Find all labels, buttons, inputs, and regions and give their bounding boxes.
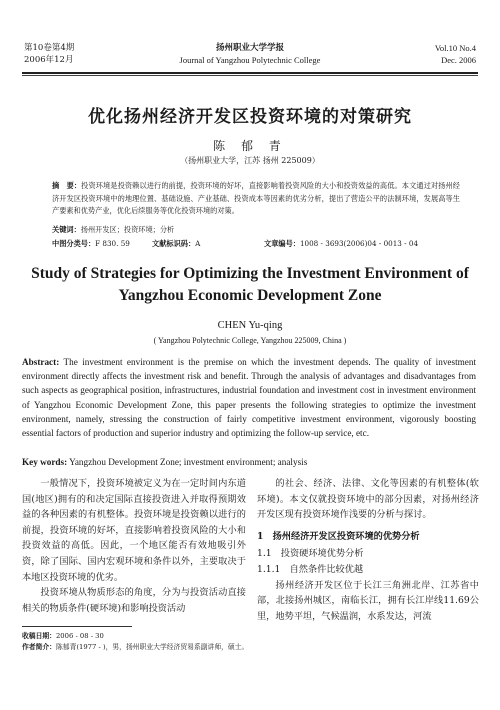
date-cn: 2006年12月 — [24, 55, 74, 65]
abstract-cn-label: 摘 要： — [52, 181, 82, 190]
footnote — [22, 631, 248, 653]
body-column-left — [22, 476, 246, 616]
body-paragraph: 扬州经济开发区位于长江三角洲北岸、江苏省中部，北接扬州城区，南临长江，拥有长江岸线11.69公里，地势平坦，气候温润，水系发达，河流 — [257, 579, 479, 622]
issue-cn: 第10卷第4期 — [24, 43, 75, 53]
clc-field — [52, 238, 152, 250]
author-cn: 陈 郁 青 — [213, 139, 287, 153]
date-en: Dec. 2006 — [441, 55, 476, 65]
title-cn: 优化扬州经济开发区投资环境的对策研究 — [88, 107, 412, 127]
classification-line — [52, 238, 460, 250]
subsubsection-heading: 1.1.1 自然条件比较优越 — [257, 563, 364, 575]
received-label: 收稿日期： — [22, 632, 56, 640]
article-no-field — [264, 238, 418, 250]
title-en — [30, 263, 470, 307]
keywords-en — [22, 456, 476, 468]
header-rule-thin — [22, 75, 478, 76]
abstract-en — [22, 355, 476, 440]
doc-code-field — [152, 238, 264, 250]
journal-name-cn: 扬州职业大学学报 — [215, 43, 284, 53]
abstract-cn — [52, 180, 460, 218]
doc-code-value: A — [195, 239, 201, 248]
received-value: 2006 - 08 - 30 — [55, 632, 104, 640]
header-center — [24, 42, 476, 66]
header-rule-thick — [22, 72, 478, 74]
section-heading: 1 扬州经济开发区投资环境的优势分析 — [257, 530, 420, 542]
body-paragraph: 的社会、经济、法律、文化等因素的有机整体(软环境)。本文仅就投资环境中的部分因素，对扬州经济开发区现有投资环境作浅要的分析与探讨。 — [257, 478, 479, 521]
journal-name-en: Journal of Yangzhou Polytechnic College — [179, 55, 321, 65]
clc-value: F 830. 59 — [95, 239, 130, 248]
header-right — [435, 42, 476, 66]
footnote-author — [22, 642, 248, 653]
title-en-line2: Yangzhou Economic Development Zone — [118, 287, 382, 304]
running-header — [24, 42, 476, 72]
abstract-en-text: The investment environment is the premise on which the investment depends. The quality of investment environment directly affects the investment risk and benefit. Through the analysis of advantages and disadvantages from such aspects as geographical position, infrastructures, industrial foundation and investment cost in investment environment of Yangzhou Economic Development Zone, this paper presents the following strategies to optimize the investment environment, namely, stressing the construction of fairly competitive investment environment, vigorously boosting essential factors of production and superior industry and optimizing the follow-up service, etc. — [22, 357, 476, 439]
abstract-en-label: Abstract: — [22, 357, 60, 367]
body-column-right — [257, 476, 479, 624]
keywords-cn-label: 关键词： — [52, 225, 81, 234]
body-paragraph: 一般情况下，投资环境被定义为在一定时间内东道国(地区)拥有的和决定国际直接投资进入并取得预期效益的各种因素的有机整体。投资环境是投资赖以进行的前提，投资环境的好坏，直接影响着投资风险的大小和投资效益的高低。因此，一个地区能否有效地吸引外资，除了国际、国内宏观环境和条件以外，主要取决于本地区投资环境的优劣。 — [22, 478, 246, 583]
author-bio-label: 作者简介： — [22, 643, 56, 651]
doc-code-label: 文献标识码： — [152, 239, 196, 248]
author-en: CHEN Yu-qing — [217, 320, 283, 331]
keywords-en-label: Key words: — [22, 457, 68, 467]
clc-label: 中图分类号： — [52, 239, 96, 248]
author-bio-value: 陈郁青(1977 - )，男，扬州职业大学经济贸易系副讲师，硕士。 — [55, 643, 249, 651]
abstract-cn-text: 投资环境是投资赖以进行的前提，投资环境的好坏，直接影响着投资风险的大小和投资效益的高低。本文通过对扬州经济开发区投资环境中的地理位置、基础设施、产业基础、投资成本等因素的优劣分析，提出了营造公平的法制环境，发展高等生产要素和优势产业，优化后续服务等优化投资环境的对策。 — [52, 181, 460, 215]
affiliation-cn: （扬州职业大学，江苏 扬州 225009） — [180, 156, 320, 165]
volume-en: Vol.10 No.4 — [434, 43, 476, 53]
footnote-received — [22, 631, 248, 642]
affiliation-en: ( Yangzhou Polytechnic College, Yangzhou 225009, China ) — [153, 336, 347, 345]
subsection-heading: 1.1 投资硬环境优势分析 — [257, 548, 364, 560]
footnote-rule — [22, 626, 132, 627]
keywords-en-text: Yangzhou Development Zone; investment environment; analysis — [67, 457, 308, 467]
keywords-cn — [52, 224, 460, 236]
keywords-cn-text: 扬州开发区；投资环境；分析 — [80, 225, 175, 234]
article-no-value: 1008 - 3693(2006)04 - 0013 - 04 — [299, 239, 419, 248]
title-en-line1: Study of Strategies for Optimizing the Investment Environment of — [31, 265, 469, 282]
body-paragraph: 投资环境从物质形态的角度，分为与投资活动直接相关的物质条件(硬环境)和影响投资活动 — [22, 587, 246, 614]
article-no-label: 文章编号： — [264, 239, 300, 248]
